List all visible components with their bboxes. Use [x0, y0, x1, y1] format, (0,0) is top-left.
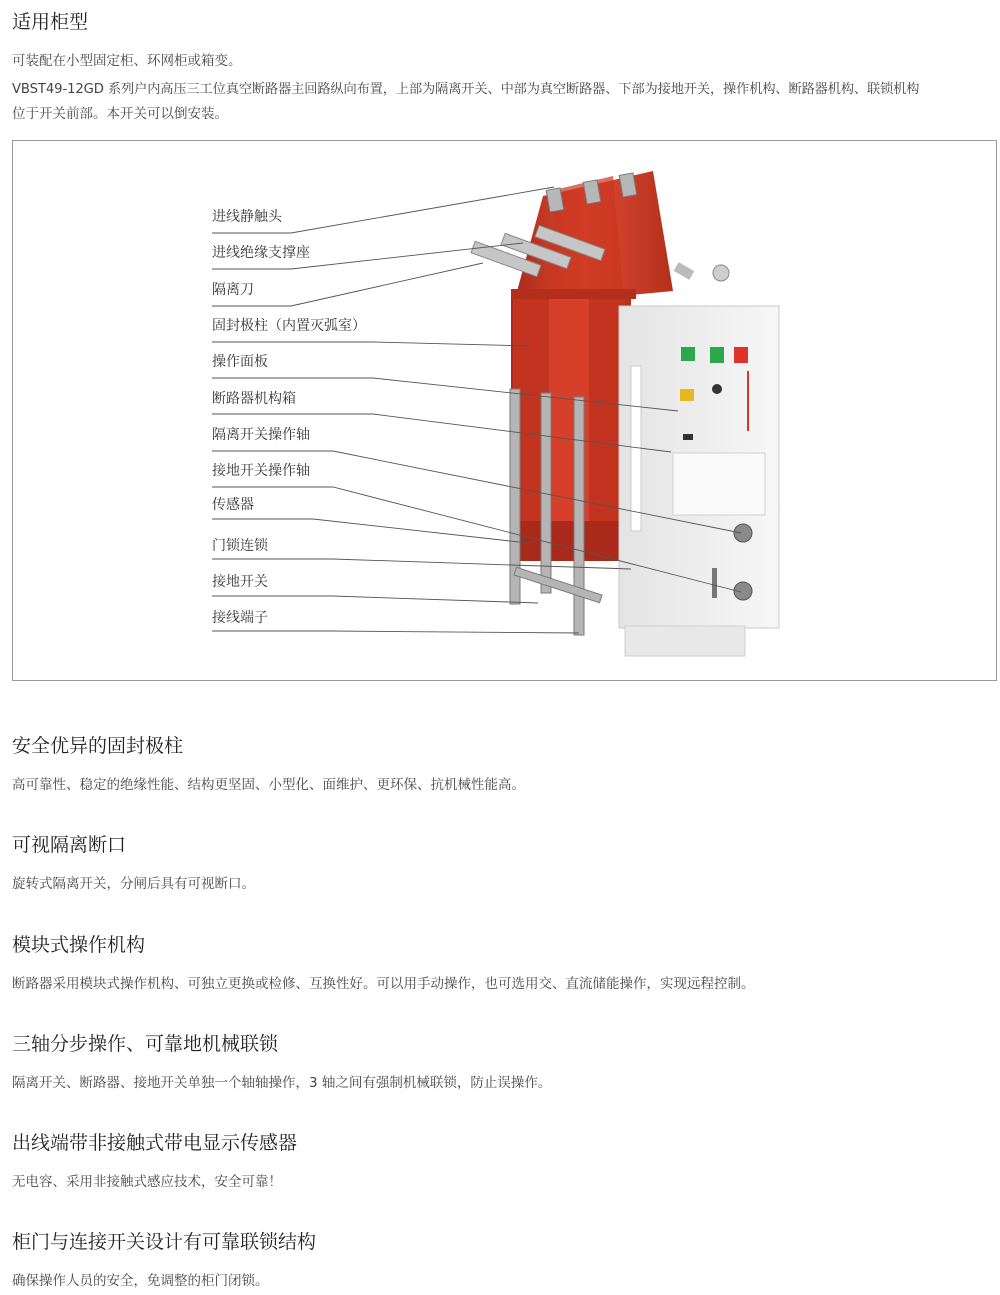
product-figure [12, 140, 997, 681]
feature-title-6: 柜门与连接开关设计有可靠联锁结构 [12, 1231, 317, 1253]
callout-operating-panel: 操作面板 [212, 354, 268, 370]
callout-incoming-insulation-support: 进线绝缘支撑座 [212, 245, 310, 261]
feature-text-3: 断路器采用模块式操作机构、可独立更换或检修、互换性好。可以用手动操作，也可选用交、直流储能操作，实现远程控制。 [12, 976, 755, 992]
feature-text-6: 确保操作人员的安全，免调整的柜门闭锁。 [12, 1273, 269, 1289]
callout-sensor: 传感器 [212, 497, 254, 513]
top-terminal [674, 262, 729, 281]
feature-text-1: 高可靠性、稳定的绝缘性能、结构更坚固、小型化、面维护、更环保、抗机械性能高。 [12, 777, 525, 793]
intro-line-2: VBST49-12GD 系列户内高压三工位真空断路器主回路纵向布置，上部为隔离开关、中部为真空断路器、下部为接地开关，操作机构、断路器机构、联锁机构 [12, 82, 920, 97]
section-title-applicable-cabinet: 适用柜型 [12, 11, 89, 33]
feature-title-2: 可视隔离断口 [12, 834, 127, 856]
callout-incoming-static-contact: 进线静触头 [212, 209, 282, 225]
callout-isolator-operating-shaft: 隔离开关操作轴 [212, 427, 310, 443]
feature-title-5: 出线端带非接触式带电显示传感器 [12, 1132, 298, 1154]
callout-door-interlock: 门锁连锁 [212, 538, 268, 554]
callout-sealed-pole: 固封极柱（内置灭弧室） [212, 318, 366, 334]
callout-earthing-switch: 接地开关 [212, 574, 268, 590]
callout-isolation-knife: 隔离刀 [212, 282, 254, 298]
feature-title-4: 三轴分步操作、可靠地机械联锁 [12, 1033, 279, 1055]
intro-line-1: 可装配在小型固定柜、环网柜或箱变。 [12, 53, 242, 69]
callout-terminal: 接线端子 [212, 610, 268, 626]
callout-breaker-mechanism-box: 断路器机构箱 [212, 391, 296, 407]
callout-earthing-operating-shaft: 接地开关操作轴 [212, 463, 310, 479]
feature-text-4: 隔离开关、断路器、接地开关单独一个轴轴操作，3 轴之间有强制机械联锁，防止误操作。 [12, 1075, 552, 1091]
intro-line-3: 位于开关前部。本开关可以倒安装。 [12, 106, 228, 122]
feature-title-3: 模块式操作机构 [12, 934, 146, 956]
operating-panel [619, 306, 779, 656]
feature-text-5: 无电容、采用非接触式感应技术，安全可靠！ [12, 1174, 282, 1190]
circuit-breaker-illustration [13, 141, 996, 680]
feature-text-2: 旋转式隔离开关，分闸后具有可视断口。 [12, 876, 255, 892]
feature-title-1: 安全优异的固封极柱 [12, 735, 184, 757]
green-button [681, 347, 695, 361]
